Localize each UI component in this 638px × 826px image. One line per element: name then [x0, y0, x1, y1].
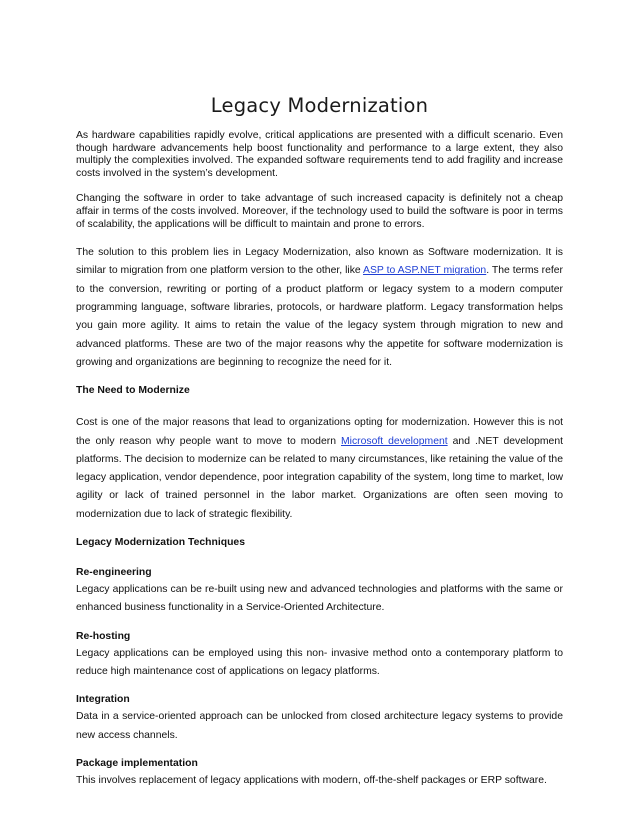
intro-paragraph-2: Changing the software in order to take advantage of such increased capacity is definitely not a cheap affair in terms of the costs involved. Moreover, if the technology used to build the software is poor in terms of scalability, the applications will be difficult to maintain and prone to errors.	[76, 193, 563, 230]
technique-text: Legacy applications can be employed using this non- invasive method onto a contemporary platform to reduce high maintenance cost of applications on legacy platforms.	[76, 647, 563, 677]
document-page	[76, 94, 563, 790]
techniques-heading: Legacy Modernization Techniques	[76, 537, 245, 549]
need-to-modernize-heading: The Need to Modernize	[76, 385, 190, 397]
need-paragraph-after: and .NET development platforms. The decision to modernize can be related to many circumstances, like retaining the value of the legacy application, vendor dependence, poor integration capability of the system, long time to market, low agility or lack of trained personnel in the labor market. Organizations are often seen moving to modernization due to lack of strategic flexibility.	[76, 435, 563, 520]
intro-paragraph-3-after: . The terms refer to the conversion, rewriting or porting of a product platform or legacy system to a modern computer programming language, software libraries, protocols, or hardware platform. Legacy transformation helps you gain more agility. It aims to retain the value of the legacy system through migration to new and advanced platforms. These are two of the major reasons why the appetite for software modernization is growing and organizations are beginning to recognize the need for it.	[76, 265, 563, 368]
technique-title: Re-hosting	[76, 630, 131, 642]
intro-paragraph-3-before: The solution to this problem lies in Legacy Modernization, also known as Software modernization. It is similar to migration from one platform version to the other, like	[76, 247, 563, 277]
page-title: Legacy Modernization	[210, 94, 429, 117]
technique-rehosting	[76, 630, 563, 682]
asp-migration-link[interactable]: ASP to ASP.NET migration	[363, 265, 487, 277]
microsoft-development-link[interactable]: Microsoft development	[340, 435, 448, 447]
technique-title: Integration	[76, 694, 130, 706]
intro-paragraph-1: As hardware capabilities rapidly evolve, critical applications are presented with a difficult scenario. Even though hardware advancements help boost functionality and performance to a large extent, they also multiply the complexities involved. The expanded software requirements tend to add fragility and increase costs involved in the system’s development.	[76, 130, 563, 179]
technique-title: Re-engineering	[76, 567, 152, 579]
technique-text: This involves replacement of legacy applications with modern, off-the-shelf packages or ERP software.	[76, 774, 547, 786]
technique-title: Package implementation	[76, 757, 198, 769]
technique-integration	[76, 693, 563, 745]
technique-text: Data in a service-oriented approach can be unlocked from closed architecture legacy systems to provide new access channels.	[76, 711, 563, 741]
technique-text: Legacy applications can be re-built using new and advanced technologies and platforms with the same or enhanced business functionality in a Service-Oriented Architecture.	[76, 584, 563, 614]
need-paragraph-before: Cost is one of the major reasons that lead to organizations opting for modernization. However this is not the only reason why people want to move to modern	[76, 417, 563, 447]
need-paragraph	[76, 414, 563, 524]
technique-reengineering	[76, 566, 563, 618]
intro-paragraph-3	[76, 244, 563, 372]
technique-package-implementation	[76, 757, 563, 790]
